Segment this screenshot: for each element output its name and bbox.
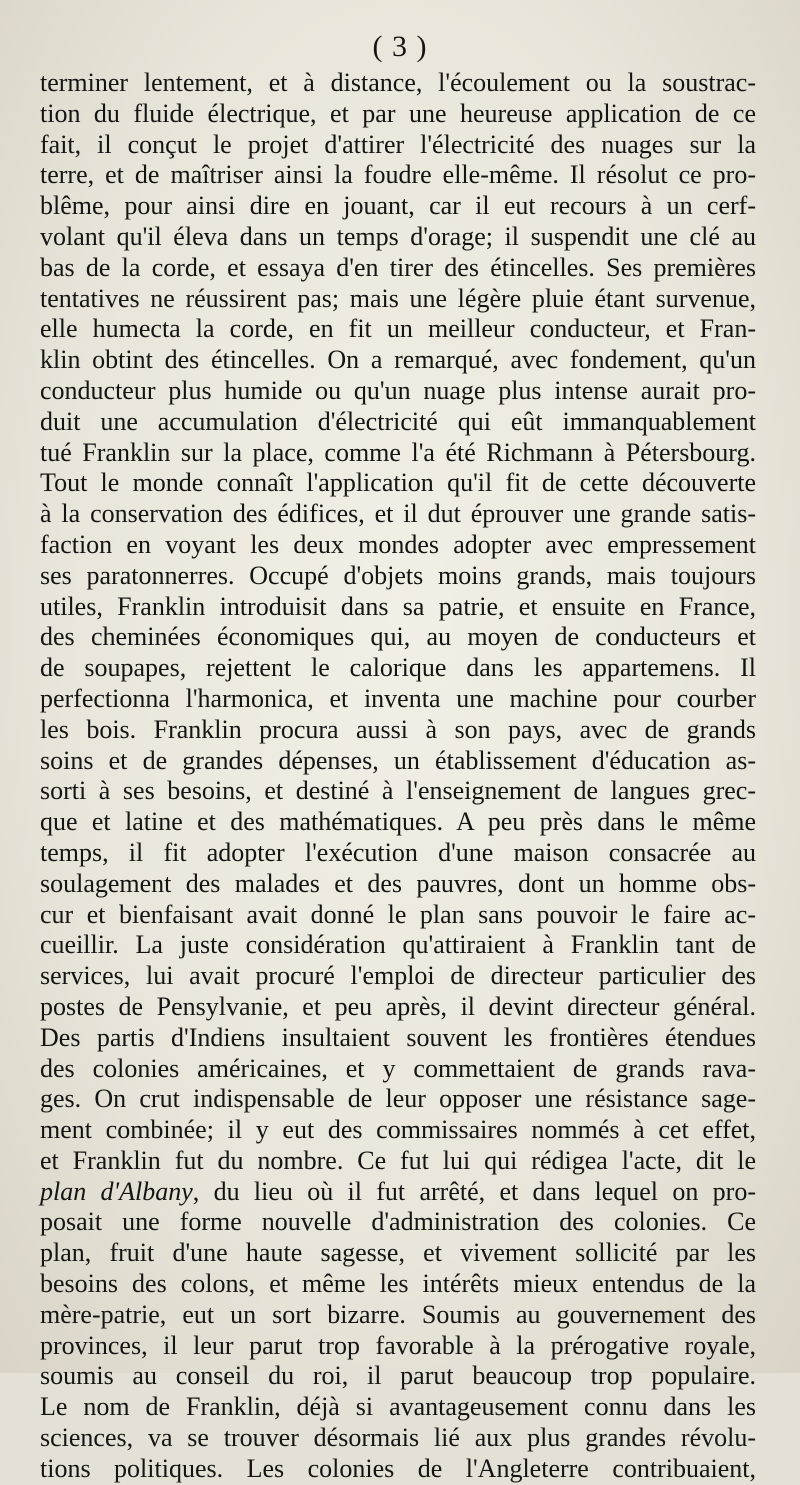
text-line: utiles, Franklin introduisit dans sa patrie, et ensuite en France, <box>40 591 756 621</box>
text-line: tentatives ne réussirent pas; mais une légère pluie étant survenue, <box>40 283 756 313</box>
text-line: soulagement des malades et des pauvres, dont un homme obs- <box>40 868 756 898</box>
text-line: Des partis d'Indiens insultaient souvent les frontières étendues <box>40 1022 756 1052</box>
text-line: soumis au conseil du roi, il parut beaucoup trop populaire. <box>40 1361 756 1391</box>
text-line: mère-patrie, eut un sort bizarre. Soumis au gouvernement des <box>40 1299 756 1329</box>
italic-text: plan d'Albany <box>40 1176 193 1206</box>
text-line: sorti à ses besoins, et destiné à l'enseignement de langues grec- <box>40 776 756 806</box>
text-line: Tout le monde connaît l'application qu'il fit de cette découverte <box>40 468 756 498</box>
text-line: fait, il conçut le projet d'attirer l'électricité des nuages sur la <box>40 129 756 159</box>
text-line: terminer lentement, et à distance, l'écoulement ou la soustrac- <box>40 68 756 97</box>
text-line: volant qu'il éleva dans un temps d'orage; il suspendit une clé au <box>40 221 756 251</box>
text-line: posait une forme nouvelle d'administration des colonies. Ce <box>40 1207 756 1237</box>
text-line: et Franklin fut du nombre. Ce fut lui qui rédigea l'acte, dit le <box>40 1145 756 1175</box>
text-line: sciences, va se trouver désormais lié aux plus grandes révolu- <box>40 1423 756 1453</box>
text-line: tion du fluide électrique, et par une heureuse application de ce <box>40 98 756 128</box>
text-line: klin obtint des étincelles. On a remarqué, avec fondement, qu'un <box>40 345 756 375</box>
text-line: temps, il fit adopter l'exécution d'une maison consacrée au <box>40 837 756 867</box>
text-line: des colonies américaines, et y commettaient de grands rava- <box>40 1053 756 1083</box>
text-line: perfectionna l'harmonica, et inventa une machine pour courber <box>40 683 756 713</box>
body-text <box>40 68 756 1485</box>
text-line: cur et bienfaisant avait donné le plan sans pouvoir le faire ac- <box>40 899 756 929</box>
text-line: plan d'Albany, du lieu où il fut arrêté, et dans lequel on pro- <box>40 1176 756 1206</box>
text-line: bas de la corde, et essaya d'en tirer des étincelles. Ses premières <box>40 252 756 282</box>
text-line: faction en voyant les deux mondes adopter avec empressement <box>40 529 756 559</box>
text-line: duit une accumulation d'électricité qui eût immanquablement <box>40 406 756 436</box>
text-line: que et latine et des mathématiques. A peu près dans le même <box>40 807 756 837</box>
text-line: cueillir. La juste considération qu'attiraient à Franklin tant de <box>40 930 756 960</box>
text-line: services, lui avait procuré l'emploi de directeur particulier des <box>40 961 756 991</box>
text-line: conducteur plus humide ou qu'un nuage plus intense aurait pro- <box>40 375 756 405</box>
text-line: de soupapes, rejettent le calorique dans les appartemens. Il <box>40 653 756 683</box>
text-line: à la conservation des édifices, et il dut éprouver une grande satis- <box>40 499 756 529</box>
text-line: plan, fruit d'une haute sagesse, et vivement sollicité par les <box>40 1238 756 1268</box>
text-line: blême, pour ainsi dire en jouant, car il eut recours à un cerf- <box>40 191 756 221</box>
text-line: terre, et de maîtriser ainsi la foudre elle-même. Il résolut ce pro- <box>40 160 756 190</box>
text-line: ges. On crut indispensable de leur opposer une résistance sage- <box>40 1084 756 1114</box>
text-line: tué Franklin sur la place, comme l'a été Richmann à Pétersbourg. <box>40 437 756 467</box>
text-line: soins et de grandes dépenses, un établissement d'éducation as- <box>40 745 756 775</box>
text-line: des cheminées économiques qui, au moyen de conducteurs et <box>40 622 756 652</box>
text-line: les bois. Franklin procura aussi à son pays, avec de grands <box>40 714 756 744</box>
text-line: provinces, il leur parut trop favorable à la prérogative royale, <box>40 1330 756 1360</box>
text-line: ses paratonnerres. Occupé d'objets moins grands, mais toujours <box>40 560 756 590</box>
text-line: ment combinée; il y eut des commissaires nommés à cet effet, <box>40 1115 756 1145</box>
text-line: besoins des colons, et même les intérêts mieux entendus de la <box>40 1269 756 1299</box>
text-line: postes de Pensylvanie, et peu après, il devint directeur général. <box>40 991 756 1021</box>
text-line: Le nom de Franklin, déjà si avantageusement connu dans les <box>40 1392 756 1422</box>
text-line: tions politiques. Les colonies de l'Angleterre contribuaient, <box>40 1453 756 1483</box>
page-number: ( 3 ) <box>372 30 428 63</box>
text-line: elle humecta la corde, en fit un meilleur conducteur, et Fran- <box>40 314 756 344</box>
